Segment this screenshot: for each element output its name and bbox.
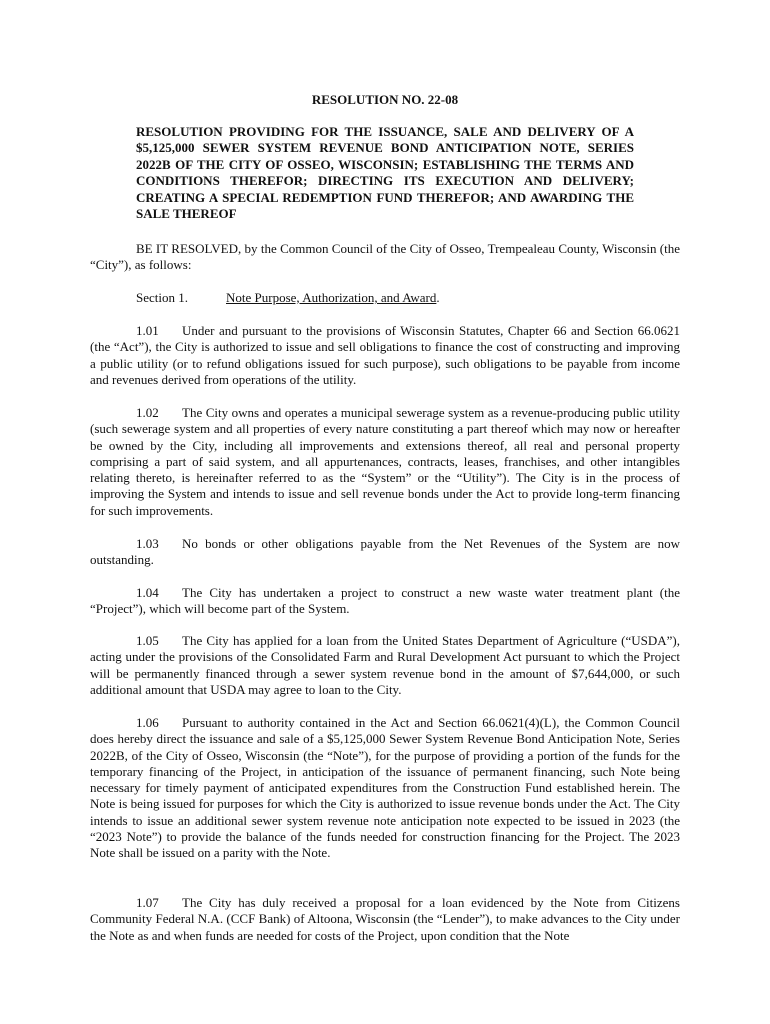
paragraph-number: 1.03: [136, 536, 159, 551]
paragraph-text: No bonds or other obligations payable from the Net Revenues of the System are now outstanding.: [90, 536, 680, 568]
paragraph-text: The City owns and operates a municipal sewerage system as a revenue-producing public utility (such sewerage system and all properties of every nature constituting a part thereof which may now or hereafter be owned by the City, including all improvements and extensions thereof, all real and personal property comprising a part of said system, and all appurtenances, contracts, leases, franchises, and other intangibles relating thereto, is hereinafter referred to as the “System” or the “Utility”). The City is in the process of improving the System and intends to issue and sell revenue bonds under the Act to provide long-term financing for such improvements.: [90, 405, 680, 518]
paragraph-number: 1.05: [136, 633, 159, 648]
resolution-heading: RESOLUTION PROVIDING FOR THE ISSUANCE, SALE AND DELIVERY OF A $5,125,000 SEWER SYSTEM REVENUE BOND ANTICIPATION NOTE, SERIES 2022B OF THE CITY OF OSSEO, WISCONSIN; ESTABLISHING THE TERMS AND CONDITIONS THEREFOR; DIRECTING ITS EXECUTION AND DELIVERY; CREATING A SPECIAL REDEMPTION FUND THEREFOR; AND AWARDING THE SALE THEREOF: [136, 124, 634, 222]
paragraph-text: Under and pursuant to the provisions of Wisconsin Statutes, Chapter 66 and Section 66.0621 (the “Act”), the City is authorized to issue and sell obligations to finance the cost of constructing and improving a public utility (or to refund obligations issued for such purpose), such obligations to be payable from income and revenues derived from operations of the utility.: [90, 323, 680, 387]
section-punct: .: [436, 290, 440, 305]
paragraph-text: The City has undertaken a project to construct a new waste water treatment plant (the “Project”), which will become part of the System.: [90, 585, 680, 617]
section-heading: [136, 290, 440, 306]
paragraph-number: 1.04: [136, 585, 159, 600]
intro-paragraph: BE IT RESOLVED, by the Common Council of the City of Osseo, Trempealeau County, Wisconsin (the “City”), as follows:: [90, 241, 680, 273]
paragraph-text: Pursuant to authority contained in the Act and Section 66.0621(4)(L), the Common Council does hereby direct the issuance and sale of a $5,125,000 Sewer System Revenue Bond Anticipation Note, Series 2022B, of the City of Osseo, Wisconsin (the “Note”), for the purpose of providing a portion of the funds for the temporary financing of the Project, in anticipation of the issuance of permanent financing, such Note being necessary for timely payment of anticipated expenditures from the Construction Fund established herein. The Note is being issued for purposes for which the City is authorized to issue revenue bonds under the Act. The City intends to issue an additional sewer system revenue note anticipation note expected to be issued in 2023 (the “2023 Note”) to provide the balance of the funds needed for construction financing for the Project. The 2023 Note shall be issued on a parity with the Note.: [90, 715, 680, 861]
section-title: Note Purpose, Authorization, and Award: [226, 290, 437, 305]
paragraph-number: 1.06: [136, 715, 159, 730]
paragraph-text: The City has applied for a loan from the United States Department of Agriculture (“USDA”), acting under the provisions of the Consolidated Farm and Rural Development Act pursuant to which the Project will be permanently financed through a sewer system revenue bond in the amount of $7,644,000, or such additional amount that USDA may agree to loan to the City.: [90, 633, 680, 697]
paragraph-1-06: [90, 715, 680, 862]
section-label: Section 1.: [136, 290, 188, 305]
paragraph-1-04: [90, 585, 680, 618]
paragraph-1-03: [90, 536, 680, 569]
paragraph-number: 1.01: [136, 323, 159, 338]
paragraph-1-05: [90, 633, 680, 698]
paragraph-number: 1.07: [136, 895, 159, 910]
paragraph-1-02: [90, 405, 680, 519]
paragraph-number: 1.02: [136, 405, 159, 420]
paragraph-1-07: [90, 895, 680, 944]
paragraph-1-01: [90, 323, 680, 388]
paragraph-text: The City has duly received a proposal for a loan evidenced by the Note from Citizens Community Federal N.A. (CCF Bank) of Altoona, Wisconsin (the “Lender”), to make advances to the City under the Note as and when funds are needed for costs of the Project, upon condition that the Note: [90, 895, 680, 943]
resolution-title: RESOLUTION NO. 22-08: [311, 92, 459, 107]
